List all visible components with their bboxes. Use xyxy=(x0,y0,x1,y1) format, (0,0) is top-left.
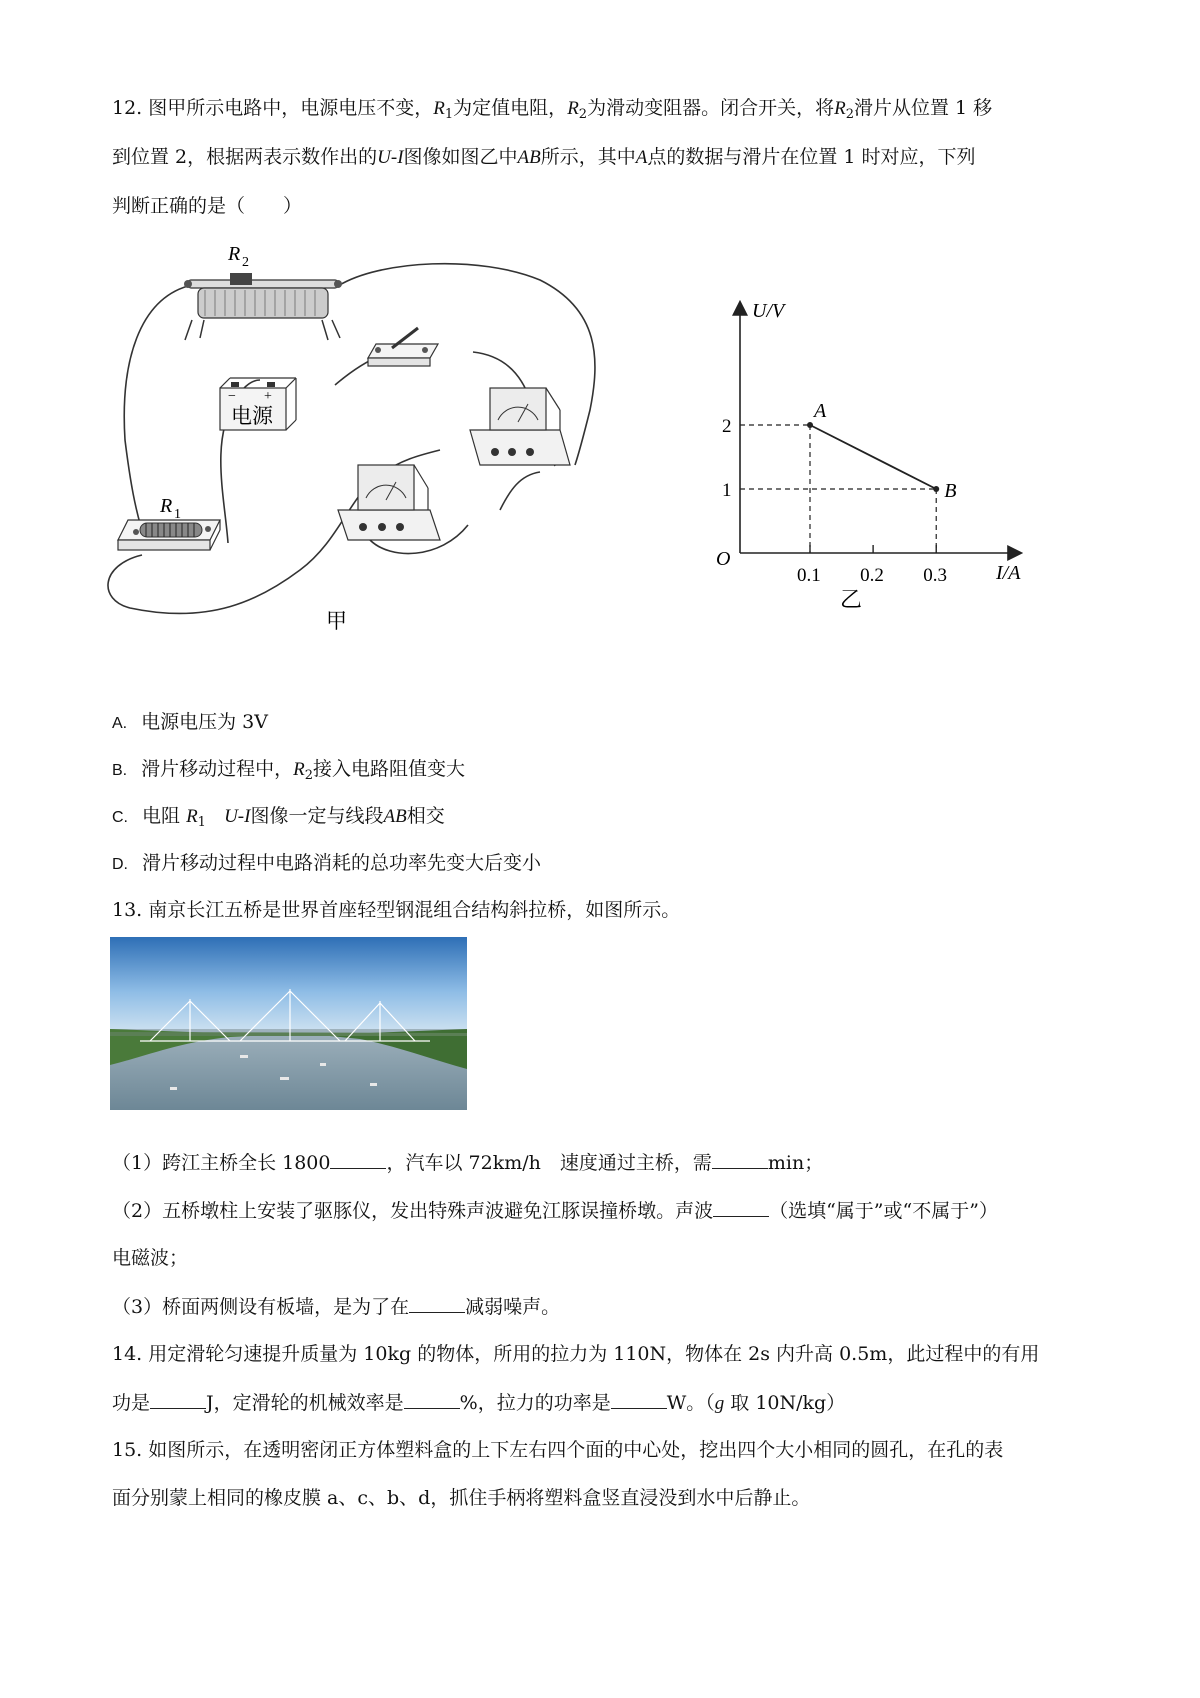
r1-subscript: 1 xyxy=(197,815,206,830)
ammeter xyxy=(470,388,570,465)
data-point xyxy=(933,486,939,492)
slider-knob xyxy=(230,273,252,285)
answer-blank[interactable] xyxy=(404,1388,460,1409)
q13-sub1 xyxy=(112,1148,823,1177)
r2-label-sub: 2 xyxy=(242,255,249,270)
r2-subscript: 2 xyxy=(304,768,314,783)
q12-line3: 判断正确的是（ ） xyxy=(112,195,303,217)
r2-symbol: R xyxy=(834,98,846,119)
option-text: 滑片移动过程中， xyxy=(141,758,294,780)
q14-text: %，拉力的功率是 xyxy=(459,1392,611,1414)
q15-text: 如图所示，在透明密闭正方体塑料盒的上下左右四个面的中心处，挖出四个大小相同的圆孔，在孔的表 xyxy=(148,1439,1004,1461)
q14-text: 取 10N/kg） xyxy=(730,1392,846,1414)
r1-label-sub: 1 xyxy=(174,507,181,522)
q12-number: 12. xyxy=(112,97,143,119)
power-label: 电源 xyxy=(231,404,273,428)
x-tick-label: 0.1 xyxy=(797,565,821,586)
battery-minus: − xyxy=(228,389,236,404)
r1-symbol: R xyxy=(433,98,445,119)
x-tick-label: 0.3 xyxy=(923,565,947,586)
answer-blank[interactable] xyxy=(713,1196,769,1217)
q13-text: （选填“属于”或“不属于”） xyxy=(769,1200,998,1222)
q12-line2 xyxy=(112,143,976,172)
r2-label: R xyxy=(228,243,241,265)
point-label: A xyxy=(814,400,827,422)
q12-text: 为定值电阻， xyxy=(453,97,568,119)
y-tick-label: 1 xyxy=(722,480,732,501)
y-tick-label: 2 xyxy=(722,416,732,437)
ab-symbol: AB xyxy=(383,806,407,827)
q12-line1 xyxy=(112,94,992,129)
q12-text: 所示，其中 xyxy=(540,146,636,168)
ui-symbol: U-I xyxy=(377,147,404,168)
data-point xyxy=(807,422,813,428)
ab-symbol: AB xyxy=(517,147,541,168)
r2-subscript: 2 xyxy=(845,107,854,122)
r2-subscript: 2 xyxy=(578,107,588,122)
q15-number: 15. xyxy=(112,1439,143,1461)
option-letter: D. xyxy=(112,856,128,873)
option-text: 相交 xyxy=(406,805,445,827)
segment-ab xyxy=(810,425,936,489)
q14-number: 14. xyxy=(112,1343,143,1365)
option-letter: A. xyxy=(112,715,128,732)
q12-text: 到位置 2，根据两表示数作出的 xyxy=(112,146,378,168)
q14-line2 xyxy=(112,1388,845,1418)
a-symbol: A xyxy=(635,147,648,168)
q13-text: （2）五桥墩柱上安装了驱豚仪，发出特殊声波避免江豚误撞桥墩。声波 xyxy=(112,1200,714,1222)
answer-blank[interactable] xyxy=(150,1388,206,1409)
option-letter: B. xyxy=(112,762,128,779)
answer-blank[interactable] xyxy=(712,1148,768,1169)
q15-line1 xyxy=(112,1436,1003,1464)
q14-text: 功是 xyxy=(112,1392,151,1414)
q13-number: 13. xyxy=(112,899,143,921)
origin-label: O xyxy=(716,548,731,570)
figure-caption-yi: 乙 xyxy=(840,588,863,613)
r1-symbol: R xyxy=(186,806,198,827)
q12-text: 滑片从位置 1 移 xyxy=(853,97,993,119)
q14-text: W。（ xyxy=(666,1392,715,1414)
answer-blank[interactable] xyxy=(611,1388,667,1409)
figure-caption-jia: 甲 xyxy=(326,609,347,633)
x-axis-label: I/A xyxy=(996,562,1021,584)
q13-text: ，汽车以 72km/h 速度通过主桥，需 xyxy=(386,1152,712,1174)
slide-rheostat xyxy=(184,273,342,340)
q12-text: 点的数据与滑片在位置 1 时对应，下列 xyxy=(647,146,976,168)
option-text: 电源电压为 3V xyxy=(141,711,268,733)
q13-sub3 xyxy=(112,1292,560,1321)
fixed-resistor xyxy=(118,520,220,550)
q13-text: min； xyxy=(767,1152,824,1174)
option-b xyxy=(112,755,465,790)
q15-line2: 面分别蒙上相同的橡皮膜 a、c、b、d，抓住手柄将塑料盒竖直浸没到水中后静止。 xyxy=(112,1487,811,1509)
option-text: 滑片移动过程中电路消耗的总功率先变大后变小 xyxy=(142,852,542,874)
q12-text: 为滑动变阻器。闭合开关，将 xyxy=(587,97,835,119)
point-label: B xyxy=(944,480,957,502)
q12-text: 图像如图乙中 xyxy=(403,146,518,168)
option-c xyxy=(112,802,445,837)
r1-subscript: 1 xyxy=(444,107,454,122)
q13-text: 减弱噪声。 xyxy=(465,1296,561,1318)
r2-symbol: R xyxy=(567,98,579,119)
bridge-photo xyxy=(110,937,467,1110)
switch xyxy=(368,328,438,366)
option-a xyxy=(112,708,268,738)
option-letter: C. xyxy=(112,809,128,826)
q13-text: 南京长江五桥是世界首座轻型钢混组合结构斜拉桥，如图所示。 xyxy=(148,899,681,921)
option-text: 接入电路阻值变大 xyxy=(313,758,466,780)
r2-symbol: R xyxy=(293,759,305,780)
ui-graph xyxy=(700,295,1050,615)
answer-blank[interactable] xyxy=(330,1148,386,1169)
voltmeter xyxy=(338,465,440,540)
battery-plus: + xyxy=(264,389,272,404)
q13-text: （3）桥面两侧设有板墙，是为了在 xyxy=(112,1296,410,1318)
q12-text: 图甲所示电路中，电源电压不变， xyxy=(148,97,434,119)
y-axis-label: U/V xyxy=(752,300,785,322)
circuit-diagram xyxy=(100,240,660,635)
option-d xyxy=(112,849,541,879)
option-text: 图像一定与线段 xyxy=(250,805,384,827)
r1-label: R xyxy=(160,495,173,517)
q13-sub2-cont: 电磁波； xyxy=(112,1247,189,1269)
q13-sub2 xyxy=(112,1196,998,1225)
answer-blank[interactable] xyxy=(409,1292,465,1313)
q14-text: J，定滑轮的机械效率是 xyxy=(206,1392,404,1414)
q13-stem xyxy=(112,896,680,924)
option-text: 电阻 xyxy=(142,805,181,827)
q14-line1 xyxy=(112,1340,1039,1368)
q14-text: 用定滑轮匀速提升质量为 10kg 的物体，所用的拉力为 110N，物体在 2s 内升高 0.5m，此过程中的有用 xyxy=(148,1343,1040,1365)
g-symbol: g xyxy=(714,1393,725,1414)
x-tick-label: 0.2 xyxy=(860,565,884,586)
q13-text: （1）跨江主桥全长 1800 xyxy=(112,1152,331,1174)
ui-symbol: U-I xyxy=(224,806,251,827)
